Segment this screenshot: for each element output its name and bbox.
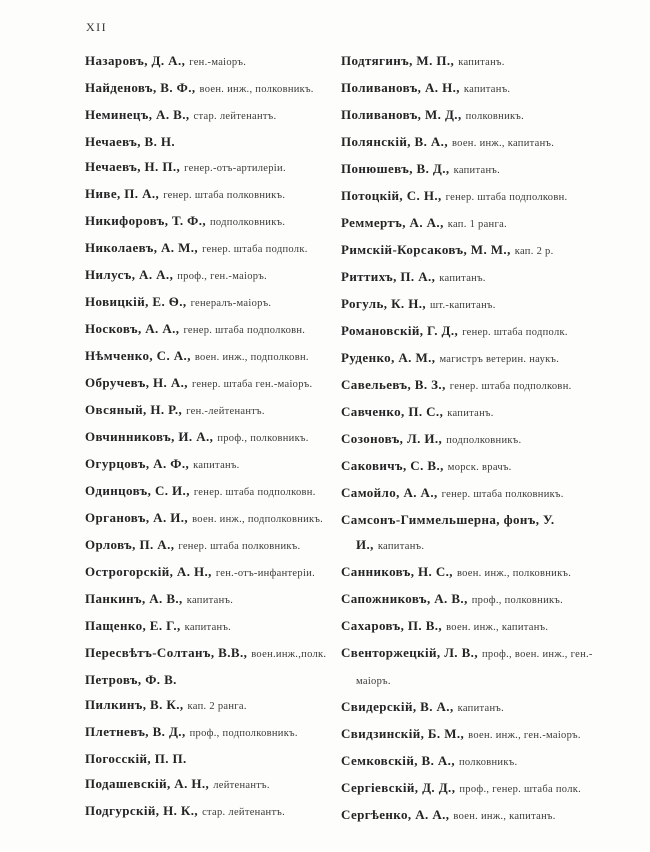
person-name: Панкинъ, А. В.,	[85, 591, 183, 606]
person-name: Пащенко, Е. Г.,	[85, 618, 181, 633]
person-rank: ген.-лейтенантъ.	[186, 406, 265, 417]
left-column	[85, 48, 333, 829]
person-rank: морск. врачъ.	[447, 462, 512, 473]
list-item	[85, 181, 333, 208]
list-item	[341, 775, 625, 802]
person-rank: воен. инж., подполковн.	[194, 352, 309, 363]
person-name: Сахаровъ, П. В.,	[341, 618, 443, 633]
person-name: Сапожниковъ, А. В.,	[341, 591, 468, 606]
person-name: Нечаевъ, Н. П.,	[85, 159, 181, 174]
person-name: Савченко, П. С.,	[341, 404, 444, 419]
person-rank: магистръ ветерин. наукъ.	[439, 354, 560, 365]
person-name: Обручевъ, Н. А.,	[85, 375, 188, 390]
list-item	[341, 156, 625, 183]
person-name: Ниве, П. А.,	[85, 186, 160, 201]
person-rank: генер. штаба полковникъ.	[441, 489, 564, 500]
person-rank: капитанъ.	[377, 541, 425, 552]
person-rank: генералъ-маіоръ.	[190, 298, 272, 309]
person-rank: воен. инж., подполковникъ.	[192, 514, 324, 525]
list-item	[341, 183, 625, 210]
person-rank: проф., подполковникъ.	[189, 728, 298, 739]
person-name: Новицкій, Е. Ѳ.,	[85, 294, 187, 309]
person-rank: проф., воен. инж., ген.-маіоръ.	[356, 649, 593, 687]
list-item	[85, 667, 333, 692]
list-item	[85, 154, 333, 181]
person-rank: капитанъ.	[184, 622, 232, 633]
person-name: Носковъ, А. А.,	[85, 321, 180, 336]
list-item	[85, 424, 333, 451]
person-rank: воен. инж., капитанъ.	[451, 138, 555, 149]
name-index-list	[85, 48, 625, 829]
page-number: XII	[86, 20, 108, 34]
list-item	[341, 75, 625, 102]
person-name: Созоновъ, Л. И.,	[341, 431, 443, 446]
list-item	[85, 719, 333, 746]
person-name: Орловъ, П. А.,	[85, 537, 175, 552]
list-item	[85, 478, 333, 505]
person-name: Понюшевъ, В. Д.,	[341, 161, 450, 176]
list-item	[341, 264, 625, 291]
person-name: Саковичъ, С. В.,	[341, 458, 444, 473]
person-rank: капитанъ.	[458, 57, 505, 68]
list-item	[85, 129, 333, 154]
person-rank: генер. штаба подполковн.	[449, 381, 572, 392]
person-name: Руденко, А. М.,	[341, 350, 436, 365]
person-rank: проф., ген.-маіоръ.	[177, 271, 268, 282]
list-item	[341, 453, 625, 480]
list-item	[85, 102, 333, 129]
person-rank: стар. лейтенантъ.	[193, 111, 277, 122]
list-item	[341, 721, 625, 748]
person-rank: шт.-капитанъ.	[430, 300, 496, 311]
person-name: Огурцовъ, А. Ф.,	[85, 456, 190, 471]
person-name: Погосскій, П. П.	[85, 751, 187, 766]
list-item	[341, 748, 625, 775]
list-item	[85, 746, 333, 771]
list-item	[85, 397, 333, 424]
list-item	[341, 345, 625, 372]
right-column	[341, 48, 625, 829]
person-name: Нечаевъ, В. Н.	[85, 134, 176, 149]
list-item	[85, 451, 333, 478]
person-name: Нилусъ, А. А.,	[85, 267, 174, 282]
person-name: Потоцкій, С. Н.,	[341, 188, 442, 203]
person-name: Поливановъ, А. Н.,	[341, 80, 460, 95]
list-item	[341, 586, 625, 613]
list-item	[341, 129, 625, 156]
person-rank: капитанъ.	[463, 84, 511, 95]
person-rank: кап. 2 р.	[514, 246, 554, 257]
list-item	[341, 694, 625, 721]
list-item	[85, 532, 333, 559]
person-rank: полковникъ.	[458, 757, 518, 768]
person-rank: проф., полковникъ.	[471, 595, 564, 606]
person-rank: стар. лейтенантъ.	[202, 807, 286, 818]
person-rank: воен. инж., полковникъ.	[456, 568, 572, 579]
person-name: Нѣмченко, С. А.,	[85, 348, 191, 363]
person-name: Санниковъ, Н. С.,	[341, 564, 453, 579]
person-rank: ген.-отъ-инфантеріи.	[215, 568, 316, 579]
list-item	[341, 372, 625, 399]
person-rank: ген.-маіоръ.	[189, 57, 247, 68]
person-name: Семковскій, В. А.,	[341, 753, 455, 768]
person-name: Овсяный, Н. Р.,	[85, 402, 183, 417]
list-item	[341, 399, 625, 426]
list-item	[85, 370, 333, 397]
list-item	[85, 48, 333, 75]
person-name: Одинцовъ, С. И.,	[85, 483, 190, 498]
person-rank: кап. 1 ранга.	[447, 219, 507, 230]
person-name: Полянскій, В. А.,	[341, 134, 448, 149]
list-item	[85, 262, 333, 289]
list-item	[341, 480, 625, 507]
list-item	[85, 640, 333, 667]
person-name: Самойло, А. А.,	[341, 485, 438, 500]
list-item	[85, 289, 333, 316]
list-item	[341, 426, 625, 453]
person-rank: капитанъ.	[447, 408, 494, 419]
person-rank: лейтенантъ.	[213, 780, 270, 791]
list-item	[341, 48, 625, 75]
person-name: Николаевъ, А. М.,	[85, 240, 199, 255]
person-name: Подашевскій, А. Н.,	[85, 776, 210, 791]
list-item	[85, 798, 333, 825]
list-item	[341, 613, 625, 640]
list-item	[85, 692, 333, 719]
list-item	[85, 343, 333, 370]
list-item	[341, 237, 625, 264]
person-name: Подгурскій, Н. К.,	[85, 803, 199, 818]
person-rank: капитанъ.	[453, 165, 501, 176]
person-rank: воен.инж.,полк.	[251, 649, 327, 660]
person-name: Острогорскій, А. Н.,	[85, 564, 212, 579]
person-rank: капитанъ.	[193, 460, 240, 471]
person-name: Плетневъ, В. Д.,	[85, 724, 186, 739]
person-name: Римскій-Корсаковъ, М. М.,	[341, 242, 511, 257]
list-item	[85, 505, 333, 532]
list-item	[341, 102, 625, 129]
person-name: Овчинниковъ, И. А.,	[85, 429, 214, 444]
person-name: Свидзинскій, Б. М.,	[341, 726, 465, 741]
list-item	[85, 559, 333, 586]
person-name: Пилкинъ, В. К.,	[85, 697, 184, 712]
person-rank: кап. 2 ранга.	[187, 701, 247, 712]
person-rank: генер. штаба подполковн.	[445, 192, 568, 203]
person-rank: генер.-отъ-артилеріи.	[184, 163, 286, 174]
person-name: Романовскій, Г. Д.,	[341, 323, 459, 338]
person-rank: проф., полковникъ.	[217, 433, 309, 444]
person-rank: капитанъ.	[186, 595, 234, 606]
person-name: Неминецъ, А. В.,	[85, 107, 190, 122]
person-name: Свидерскій, В. А.,	[341, 699, 454, 714]
person-rank: подполковникъ.	[446, 435, 522, 446]
person-rank: капитанъ.	[439, 273, 486, 284]
person-rank: генер. штаба подполковн.	[193, 487, 316, 498]
person-rank: генер. штаба полковникъ.	[178, 541, 301, 552]
list-item	[85, 771, 333, 798]
person-name: Самсонъ-Гиммельшерна, фонъ, У. И.,	[341, 512, 555, 552]
list-item	[85, 316, 333, 343]
person-rank: генер. штаба полковникъ.	[163, 190, 286, 201]
person-rank: подполковникъ.	[210, 217, 286, 228]
list-item	[85, 586, 333, 613]
list-item	[85, 75, 333, 102]
person-name: Сергіевскій, Д. Д.,	[341, 780, 456, 795]
list-item	[85, 613, 333, 640]
person-name: Назаровъ, Д. А.,	[85, 53, 186, 68]
person-name: Петровъ, Ф. В.	[85, 672, 177, 687]
person-rank: проф., генер. штаба полк.	[459, 784, 582, 795]
person-name: Никифоровъ, Т. Ф.,	[85, 213, 206, 228]
person-name: Поливановъ, М. Д.,	[341, 107, 462, 122]
list-item	[341, 318, 625, 345]
person-name: Сергѣенко, А. А.,	[341, 807, 450, 822]
person-rank: капитанъ.	[457, 703, 505, 714]
person-name: Пересвѣтъ-Солтанъ, В.В.,	[85, 645, 248, 660]
person-name: Свенторжецкій, Л. В.,	[341, 645, 478, 660]
list-item	[341, 559, 625, 586]
person-rank: генер. штаба подполк.	[202, 244, 308, 255]
person-rank: полковникъ.	[465, 111, 525, 122]
person-rank: воен. инж., ген.-маіоръ.	[468, 730, 581, 741]
list-item	[341, 640, 625, 694]
list-item	[341, 802, 625, 829]
person-name: Рогуль, К. Н.,	[341, 296, 427, 311]
person-name: Савельевъ, В. З.,	[341, 377, 446, 392]
person-rank: генер. штаба подполк.	[462, 327, 568, 338]
person-name: Подтягинъ, М. П.,	[341, 53, 455, 68]
person-name: Риттихъ, П. А.,	[341, 269, 436, 284]
person-rank: воен. инж., капитанъ.	[453, 811, 556, 822]
person-rank: генер. штаба ген.-маіоръ.	[191, 379, 313, 390]
list-item	[85, 208, 333, 235]
person-rank: генер. штаба подполковн.	[183, 325, 306, 336]
list-item	[341, 210, 625, 237]
person-name: Найденовъ, В. Ф.,	[85, 80, 196, 95]
list-item	[341, 507, 625, 559]
person-name: Реммертъ, А. А.,	[341, 215, 444, 230]
list-item	[85, 235, 333, 262]
list-item	[341, 291, 625, 318]
person-rank: воен. инж., капитанъ.	[446, 622, 549, 633]
person-name: Органовъ, А. И.,	[85, 510, 189, 525]
person-rank: воен. инж., полковникъ.	[199, 84, 314, 95]
